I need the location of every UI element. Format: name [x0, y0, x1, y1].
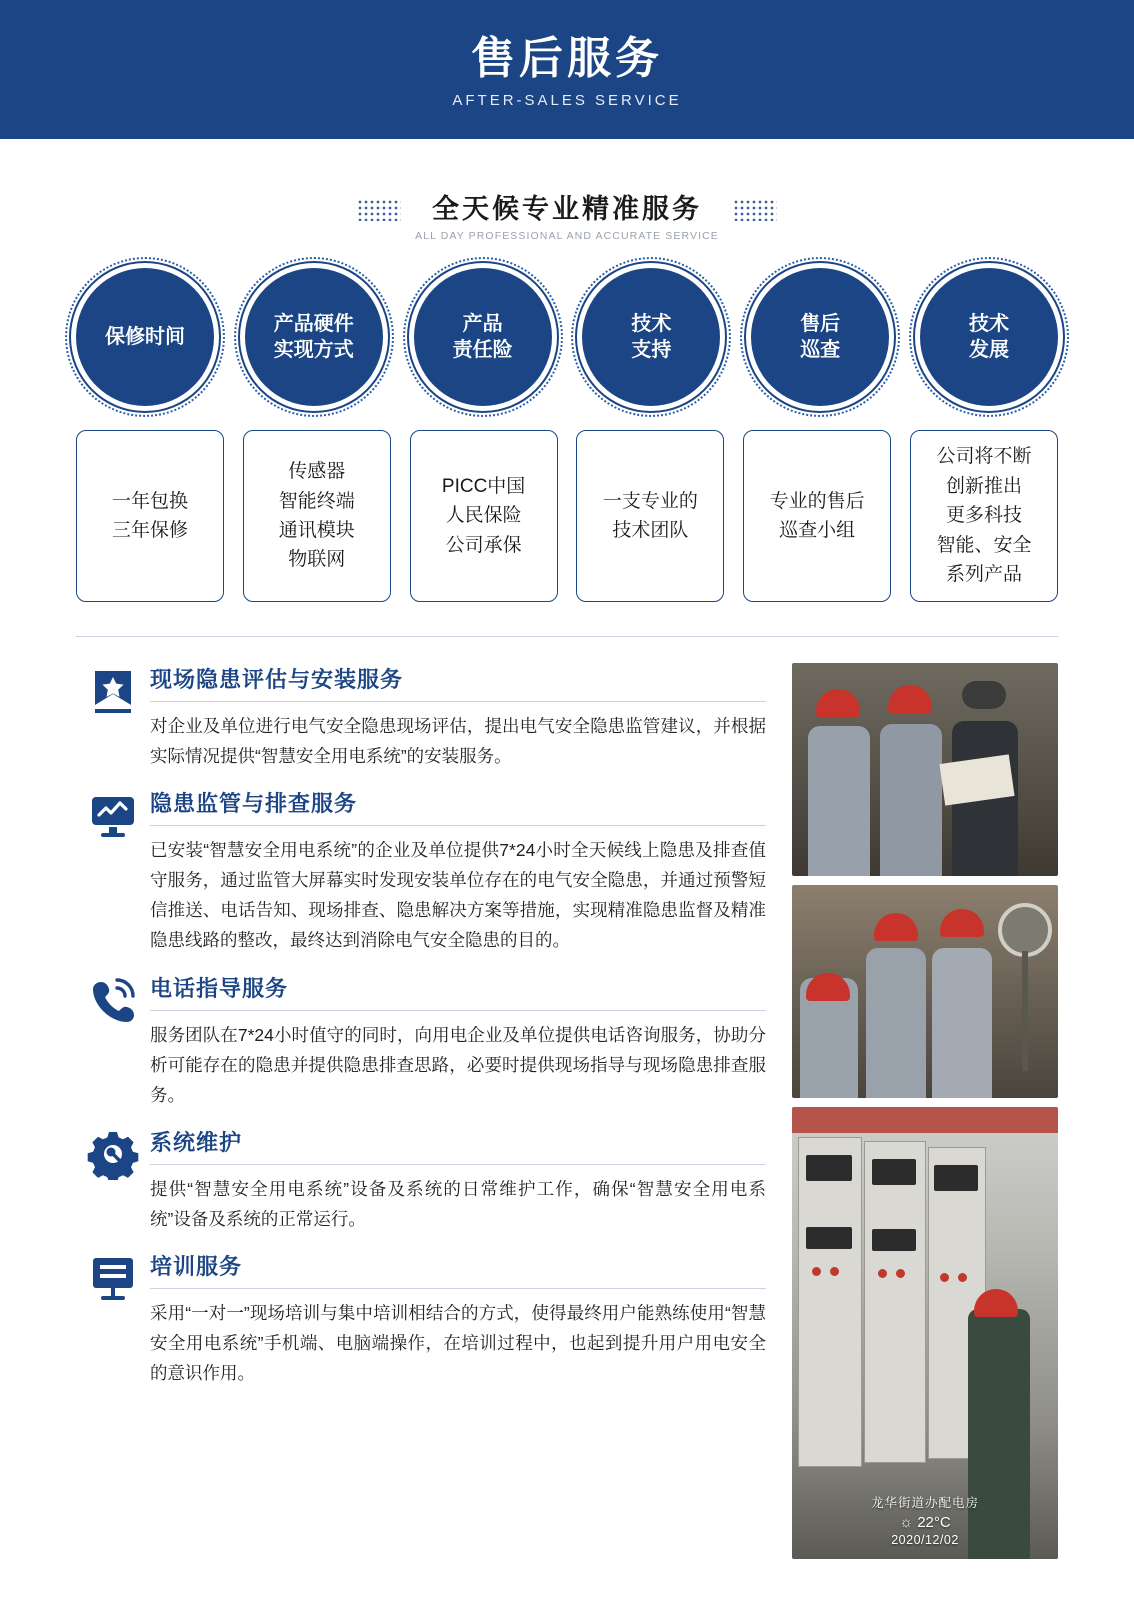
service-item: [76, 787, 766, 955]
photo-overlay-info: [792, 1483, 1058, 1559]
photo-distribution-room: [792, 1107, 1058, 1559]
pillar-box: 专业的售后 巡查小组: [743, 430, 891, 602]
service-title: 现场隐患评估与安装服务: [150, 663, 766, 702]
service-text: 提供“智慧安全用电系统”设备及系统的日常维护工作，确保“智慧安全用电系统”设备及系统的正常运行。: [150, 1178, 766, 1229]
service-body: [150, 787, 766, 955]
section-title-text: [415, 187, 719, 242]
photo-column: [792, 663, 1058, 1559]
photo-place-label: 龙华街道办配电房: [870, 1496, 979, 1510]
photo-site-inspection-image: [792, 663, 1058, 876]
page-header: [0, 0, 1134, 139]
service-text: 采用“一对一”现场培训与集中培训相结合的方式，使得最终用户能熟练使用“智慧安全用电系统”手机端、电脑端操作，在培训过程中，也起到提升用户用电安全的意识作用。: [150, 1303, 766, 1384]
service-item: [76, 972, 766, 1110]
service-title: 系统维护: [150, 1126, 766, 1165]
dot-pattern-left-icon: [357, 199, 401, 221]
pillar-box: 一支专业的 技术团队: [576, 430, 724, 602]
service-body: [150, 972, 766, 1110]
pillar-box-row: [76, 430, 1058, 602]
service-title: 电话指导服务: [150, 972, 766, 1011]
service-title: 培训服务: [150, 1250, 766, 1289]
photo-equipment-check: [792, 885, 1058, 1098]
page-title: 售后服务: [471, 33, 663, 83]
page-subtitle: AFTER-SALES SERVICE: [452, 91, 682, 109]
photo-date-label: 2020/12/02: [891, 1533, 959, 1547]
monitor-chart-icon: [76, 787, 150, 955]
service-title: 隐患监管与排查服务: [150, 787, 766, 826]
photo-site-inspection: [792, 663, 1058, 876]
service-item: [76, 1126, 766, 1234]
service-list: [76, 663, 766, 1559]
dot-pattern-right-icon: [733, 199, 777, 221]
service-text: 已安装“智慧安全用电系统”的企业及单位提供7*24小时全天候线上隐患及排查值守服务，通过监管大屏幕实时发现安装单位存在的电气安全隐患，并通过预警短信推送、电话告知、现场排查、隐患解决方案等措施，实现精准隐患监督及精准隐患线路的整改，最终达到消除电气安全隐患的目的。: [150, 840, 766, 951]
pillar-box: PICC中国 人民保险 公司承保: [410, 430, 558, 602]
pillar-circle: 售后 巡查: [751, 268, 889, 406]
service-text: 对企业及单位进行电气安全隐患现场评估，提出电气安全隐患监管建议，并根据实际情况提供“智慧安全用电系统”的安装服务。: [150, 716, 766, 767]
pillar-circle-row: [76, 268, 1058, 406]
star-banner-icon: [76, 663, 150, 771]
weather-sun-icon: ☼: [899, 1514, 914, 1531]
section-divider: [76, 636, 1058, 637]
gear-settings-icon: [76, 1126, 150, 1234]
presentation-board-icon: [76, 1250, 150, 1388]
section-title: [0, 187, 1134, 242]
pillar-circle: 保修时间: [76, 268, 214, 406]
pillar-box: 一年包换 三年保修: [76, 430, 224, 602]
service-item: [76, 663, 766, 771]
pillar-circle: 技术 发展: [920, 268, 1058, 406]
service-body: [150, 663, 766, 771]
photo-distribution-room-image: [792, 1107, 1058, 1559]
service-text: 服务团队在7*24小时值守的同时，向用电企业及单位提供电话咨询服务，协助分析可能存在的隐患并提供隐患排查思路，必要时提供现场指导与现场隐患排查服务。: [150, 1024, 766, 1105]
service-body: [150, 1250, 766, 1388]
service-body: [150, 1126, 766, 1234]
pillar-box: 公司将不断 创新推出 更多科技 智能、安全 系列产品: [910, 430, 1058, 602]
pillar-circle: 技术 支持: [582, 268, 720, 406]
section-title-cn: 全天候专业精准服务: [431, 194, 702, 224]
photo-equipment-check-image: [792, 885, 1058, 1098]
pillar-box: 传感器 智能终端 通讯模块 物联网: [243, 430, 391, 602]
service-item: [76, 1250, 766, 1388]
pillar-circle: 产品 责任险: [414, 268, 552, 406]
pillar-circle: 产品硬件 实现方式: [245, 268, 383, 406]
section-title-en: ALL DAY PROFESSIONAL AND ACCURATE SERVICE: [415, 230, 719, 242]
temperature-value: 22°C: [917, 1514, 951, 1531]
lower-content: [76, 663, 1058, 1559]
photo-temperature-label: [792, 1514, 1058, 1531]
phone-icon: [76, 972, 150, 1110]
